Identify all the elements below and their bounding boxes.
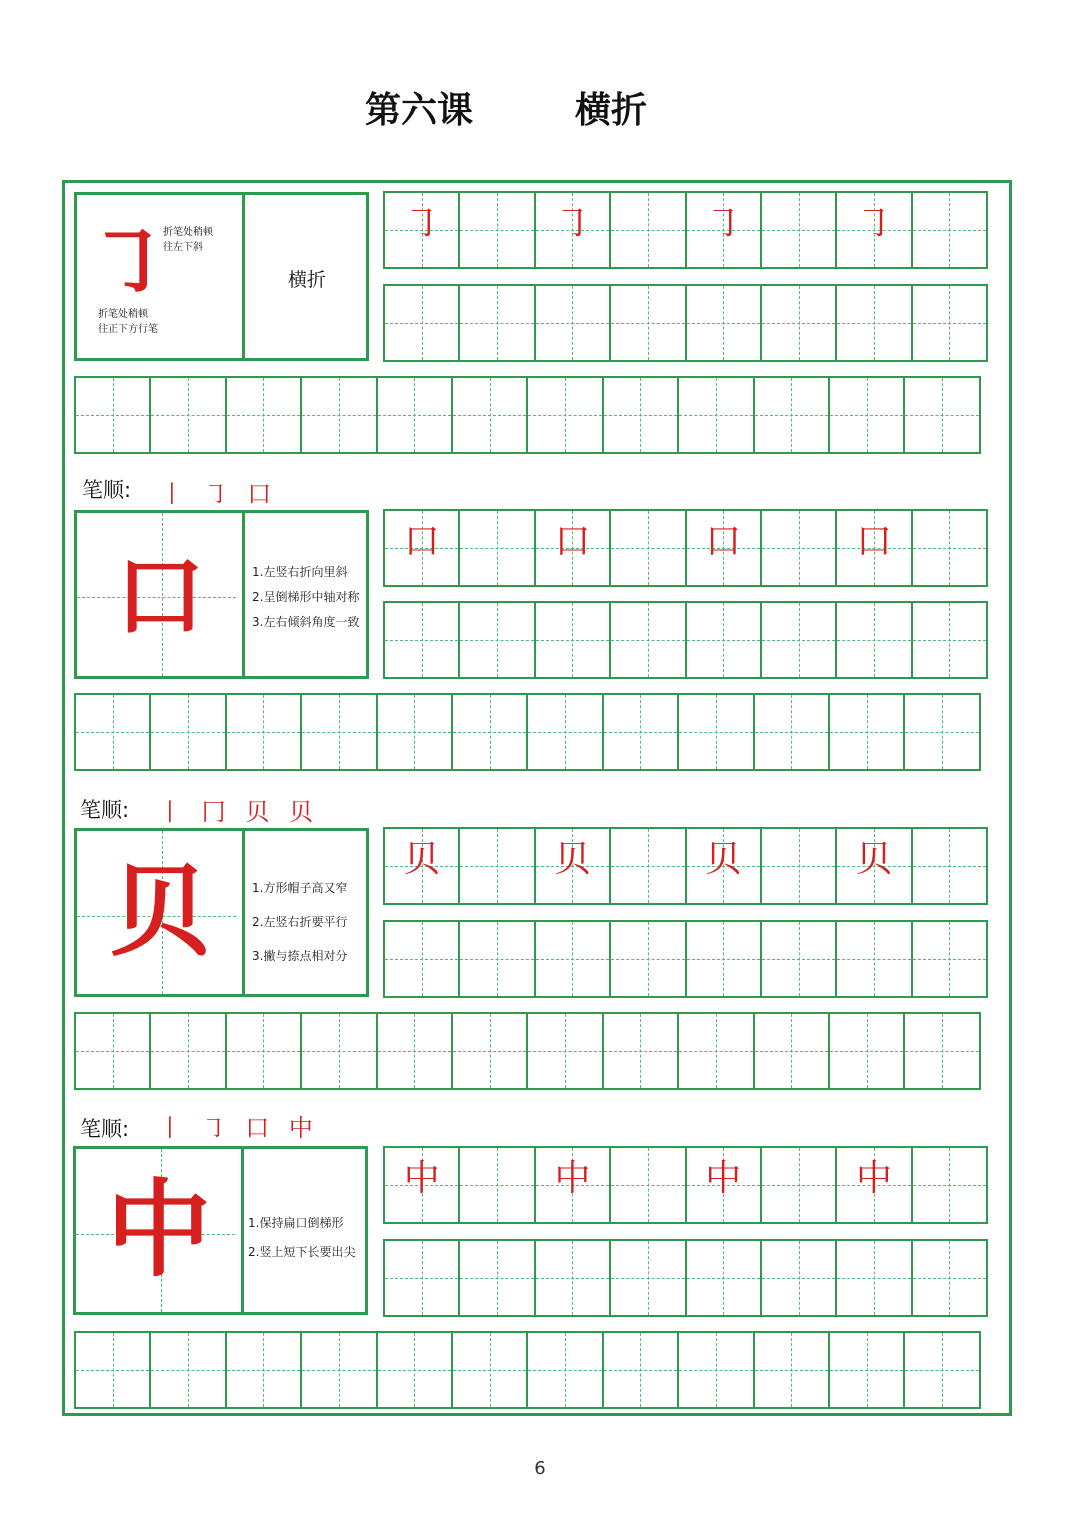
tracing-character: ㇆ [856,203,893,244]
grid-cell[interactable] [911,920,988,998]
grid-cell[interactable] [753,1331,830,1409]
grid-cell[interactable] [534,509,611,587]
tracing-character: ㇆ [554,203,591,244]
writing-tips: 1.方形帽子高又窄 2.左竖右折要平行 3.撇与捺点相对分 [252,881,348,963]
practice-row [383,509,986,587]
grid-cell[interactable] [458,509,535,587]
grid-cell[interactable] [685,191,762,269]
grid-cell[interactable] [376,376,453,454]
stroke-note-top: 折笔处稍顿 往左下斜 [163,227,213,253]
grid-cell[interactable] [677,376,754,454]
grid-cell[interactable] [376,1012,453,1090]
grid-cell[interactable] [149,1331,226,1409]
stroke-order-label: 笔顺: [80,1117,130,1141]
grid-cell[interactable] [534,601,611,679]
lesson-title: 第六课 [365,90,474,131]
grid-cell[interactable] [911,191,988,269]
grid-cell[interactable] [828,693,905,771]
grid-cell[interactable] [760,284,837,362]
char-reference-box [74,828,369,997]
grid-cell[interactable] [225,693,302,771]
model-character: 贝 [110,852,210,970]
grid-cell[interactable] [609,191,686,269]
practice-row [383,1239,986,1317]
stroke-order-sequence: 丨 ㇆ 口 中 [158,1114,319,1142]
tracing-character: 中 [856,1158,893,1199]
practice-row [74,376,979,454]
grid-cell[interactable] [383,827,460,905]
grid-cell[interactable] [609,284,686,362]
tracing-character: 口 [705,521,742,562]
grid-cell[interactable] [609,920,686,998]
stroke-glyph: ㇆ [89,216,168,307]
stroke-title: 横折 [575,90,648,131]
practice-row [383,284,986,362]
model-character: 口 [115,543,205,649]
practice-row [383,601,986,679]
grid-cell[interactable] [911,827,988,905]
grid-cell[interactable] [376,693,453,771]
page-number: 6 [534,1458,546,1479]
stroke-reference-box [74,192,369,361]
grid-cell[interactable] [602,1331,679,1409]
grid-cell[interactable] [685,1239,762,1317]
grid-cell[interactable] [835,509,912,587]
tracing-character: 中 [403,1158,440,1199]
practice-row [74,1331,979,1409]
grid-cell[interactable] [383,1146,460,1224]
grid-cell[interactable] [835,1239,912,1317]
practice-row [383,1146,986,1224]
practice-row [383,191,986,269]
grid-cell[interactable] [609,601,686,679]
grid-cell[interactable] [685,284,762,362]
grid-cell[interactable] [149,693,226,771]
grid-cell[interactable] [534,920,611,998]
grid-cell[interactable] [300,376,377,454]
grid-cell[interactable] [458,601,535,679]
grid-cell[interactable] [911,1146,988,1224]
grid-cell[interactable] [609,827,686,905]
grid-cell[interactable] [376,1331,453,1409]
grid-cell[interactable] [458,827,535,905]
grid-cell[interactable] [383,191,460,269]
grid-cell[interactable] [383,509,460,587]
grid-cell[interactable] [760,191,837,269]
stroke-order-label: 笔顺: [82,478,132,502]
grid-cell[interactable] [451,1331,528,1409]
grid-cell[interactable] [677,1331,754,1409]
grid-cell[interactable] [903,376,980,454]
grid-cell[interactable] [526,376,603,454]
grid-cell[interactable] [300,1331,377,1409]
grid-cell[interactable] [383,920,460,998]
grid-cell[interactable] [609,509,686,587]
grid-cell[interactable] [835,284,912,362]
grid-cell[interactable] [685,827,762,905]
practice-row [383,920,986,998]
grid-cell[interactable] [911,601,988,679]
tracing-character: 中 [554,1158,591,1199]
grid-cell[interactable] [149,376,226,454]
grid-cell[interactable] [753,376,830,454]
tracing-character: ㇆ [403,203,440,244]
tracing-character: 口 [856,521,893,562]
tracing-character: 贝 [554,839,591,880]
grid-cell[interactable] [458,1146,535,1224]
tracing-character: 中 [705,1158,742,1199]
tracing-character: 贝 [403,839,440,880]
grid-cell[interactable] [835,191,912,269]
grid-cell[interactable] [911,509,988,587]
grid-cell[interactable] [534,1146,611,1224]
grid-cell[interactable] [677,1012,754,1090]
grid-cell[interactable] [602,376,679,454]
grid-cell[interactable] [534,827,611,905]
grid-cell[interactable] [458,920,535,998]
grid-cell[interactable] [828,1331,905,1409]
grid-cell[interactable] [74,376,151,454]
grid-cell[interactable] [835,827,912,905]
grid-cell[interactable] [602,693,679,771]
grid-cell[interactable] [383,1239,460,1317]
grid-cell[interactable] [903,693,980,771]
grid-cell[interactable] [149,1012,226,1090]
grid-cell[interactable] [300,693,377,771]
writing-tips: 1.左竖右折向里斜 2.呈倒梯形中轴对称 3.左右倾斜角度一致 [252,565,360,629]
grid-cell[interactable] [451,1012,528,1090]
grid-cell[interactable] [903,1012,980,1090]
grid-cell[interactable] [828,376,905,454]
stroke-order-sequence: 丨 ㇆ 口 [160,480,278,508]
grid-cell[interactable] [685,601,762,679]
grid-cell[interactable] [526,1331,603,1409]
writing-tips: 1.保持扁口倒梯形 2.竖上短下长要出尖 [248,1216,356,1259]
tracing-character: 口 [403,521,440,562]
grid-cell[interactable] [903,1331,980,1409]
model-character: 中 [106,1167,212,1291]
grid-cell[interactable] [74,1012,151,1090]
grid-cell[interactable] [534,191,611,269]
grid-cell[interactable] [383,601,460,679]
grid-cell[interactable] [225,1012,302,1090]
grid-cell[interactable] [911,284,988,362]
practice-row [383,827,986,905]
grid-cell[interactable] [451,693,528,771]
grid-cell[interactable] [685,509,762,587]
grid-cell[interactable] [835,920,912,998]
grid-cell[interactable] [753,693,830,771]
grid-cell[interactable] [760,1239,837,1317]
grid-cell[interactable] [534,1239,611,1317]
grid-cell[interactable] [911,1239,988,1317]
practice-row [74,1012,979,1090]
grid-cell[interactable] [677,693,754,771]
grid-cell[interactable] [74,1331,151,1409]
stroke-note-bottom: 折笔处稍顿 往正下方行笔 [98,309,158,335]
grid-cell[interactable] [835,601,912,679]
tracing-character: ㇆ [705,203,742,244]
tracing-character: 贝 [856,839,893,880]
grid-cell[interactable] [74,693,151,771]
grid-cell[interactable] [760,920,837,998]
grid-cell[interactable] [458,191,535,269]
grid-cell[interactable] [760,1146,837,1224]
grid-cell[interactable] [458,1239,535,1317]
grid-cell[interactable] [753,1012,830,1090]
practice-row [74,693,979,771]
stroke-order-sequence: 丨 冂 贝 贝 [158,798,319,826]
grid-cell[interactable] [451,376,528,454]
stroke-name-label: 横折 [287,269,326,291]
grid-cell[interactable] [602,1012,679,1090]
grid-cell[interactable] [685,920,762,998]
grid-cell[interactable] [458,284,535,362]
grid-cell[interactable] [383,284,460,362]
grid-cell[interactable] [609,1146,686,1224]
grid-cell[interactable] [760,601,837,679]
grid-cell[interactable] [760,509,837,587]
grid-cell[interactable] [225,1331,302,1409]
grid-cell[interactable] [526,693,603,771]
grid-cell[interactable] [225,376,302,454]
char-reference-box [73,1146,368,1315]
grid-cell[interactable] [526,1012,603,1090]
tracing-character: 口 [554,521,591,562]
grid-cell[interactable] [835,1146,912,1224]
grid-cell[interactable] [300,1012,377,1090]
char-reference-box [74,510,369,679]
grid-cell[interactable] [760,827,837,905]
grid-cell[interactable] [685,1146,762,1224]
grid-cell[interactable] [828,1012,905,1090]
stroke-order-label: 笔顺: [80,798,130,822]
tracing-character: 贝 [705,839,742,880]
grid-cell[interactable] [609,1239,686,1317]
grid-cell[interactable] [534,284,611,362]
